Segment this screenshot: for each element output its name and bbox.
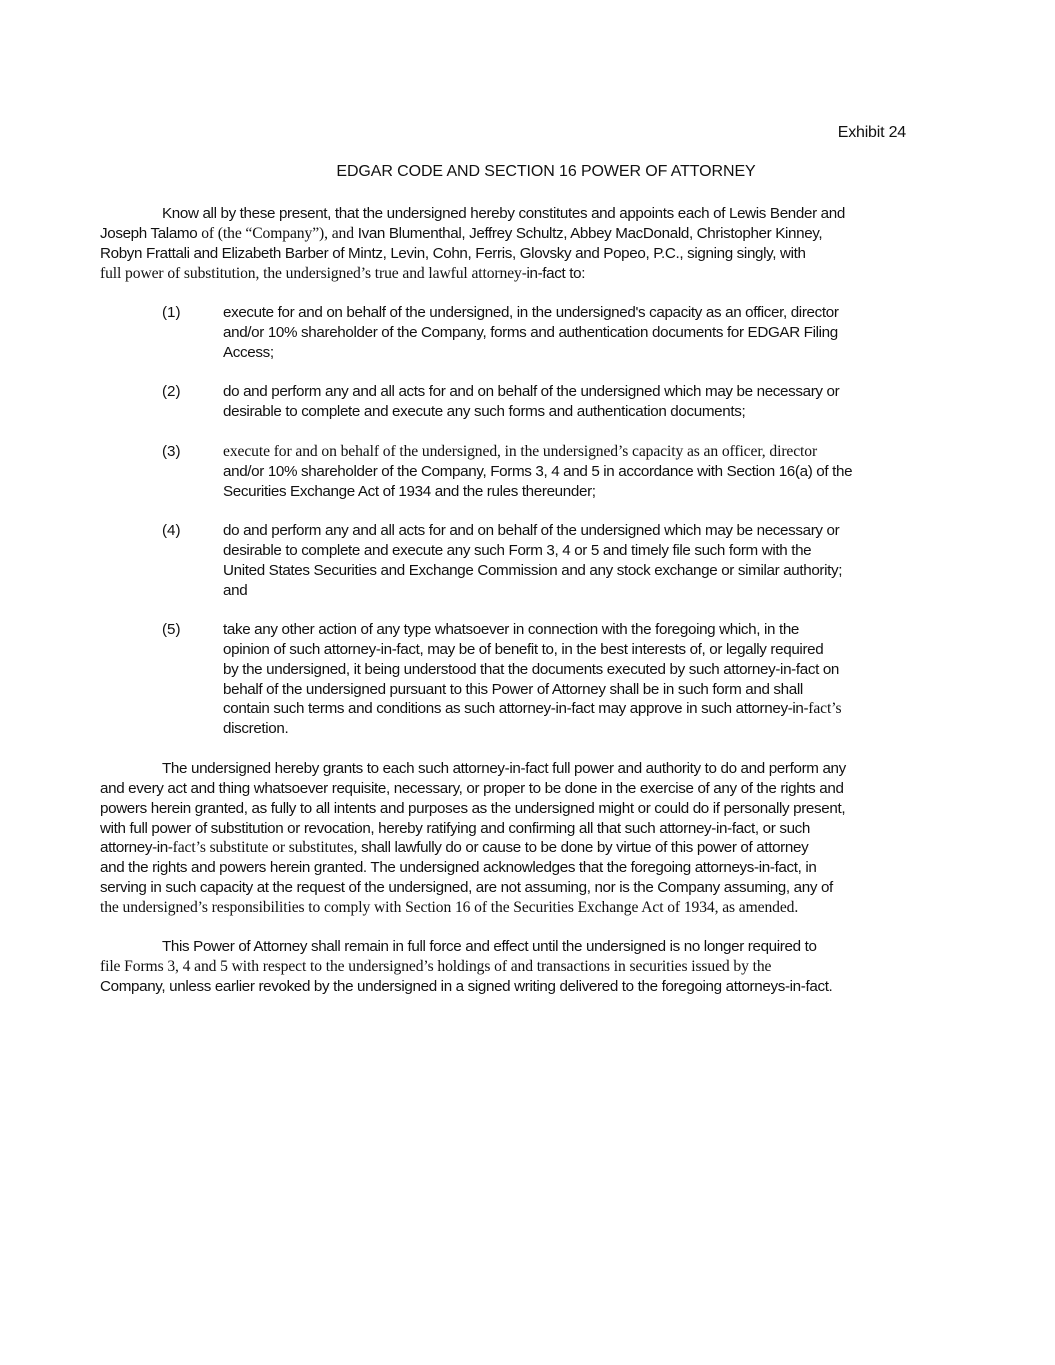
text-run: desirable to complete and execute any such Form 3, 4 or 5 and timely file such form with the — [223, 541, 812, 559]
text-run: the undersigned’s responsibilities to comply with Section 16 of the Securities Exchange Act of 1934, as amended. — [100, 898, 799, 916]
text-run: with full power of substitution or revocation, hereby ratifying and confirming all that such attorney-in-fact, or such — [100, 819, 811, 837]
text-run: discretion. — [223, 720, 289, 738]
text-line — [162, 204, 845, 224]
text-run: opinion of such attorney-in-fact, may be of benefit to, in the best interests of, or legally required — [223, 640, 824, 658]
text-line — [223, 620, 799, 640]
text-line — [223, 719, 288, 739]
text-run: Robyn Frattali and Elizabeth Barber of Mintz, Levin, Cohn, Ferris, Glovsky and Popeo, P.C., signing singly, with — [100, 245, 806, 262]
text-run: attorney-in- — [100, 839, 173, 857]
text-line — [100, 264, 585, 284]
text-line — [223, 303, 839, 323]
item-number: (3) — [162, 443, 181, 460]
text-line — [100, 799, 845, 819]
text-line — [223, 680, 803, 700]
text-line — [162, 937, 817, 957]
text-line — [223, 402, 745, 422]
text-run: full power of substitution, the undersigned’s true and lawful attorney — [100, 265, 522, 282]
text-run: execute for and on behalf of the undersigned, in the undersigned's capacity as an officer, director — [223, 304, 839, 321]
text-run: This Power of Attorney shall remain in full force and effect until the undersigned is no longer required to — [162, 938, 817, 955]
text-line — [223, 482, 596, 502]
text-line — [100, 898, 798, 918]
text-run: behalf of the undersigned pursuant to this Power of Attorney shall be in such form and shall — [223, 680, 803, 698]
text-run: Joseph Talamo — [100, 225, 202, 242]
text-run: and the rights and powers herein granted. The undersigned acknowledges that the foregoing attorneys-in-fact, in — [100, 859, 817, 877]
text-line — [162, 759, 846, 779]
text-run: do and perform any and all acts for and on behalf of the undersigned which may be necessary or — [223, 383, 840, 400]
text-line — [223, 462, 852, 482]
text-run: fact’s — [808, 700, 842, 718]
text-line — [100, 224, 822, 244]
text-line — [223, 382, 839, 402]
text-line — [223, 640, 823, 660]
text-run: Company, unless earlier revoked by the undersigned in a signed writing delivered to the foregoing attorneys-in-fact. — [100, 978, 833, 995]
text-line — [223, 581, 247, 601]
text-line — [100, 779, 844, 799]
text-run: shall lawfully do or cause to be done by virtue of this power of attorney — [361, 839, 809, 857]
text-run: and every act and thing whatsoever requisite, necessary, or proper to be done in the exercise of any of the rights and — [100, 779, 844, 797]
text-run: and/or 10% shareholder of the Company, forms and authentication documents for EDGAR Filing — [223, 323, 838, 341]
item-number: (5) — [162, 621, 181, 638]
text-line — [223, 521, 839, 541]
text-line — [100, 244, 806, 264]
text-run: by the undersigned, it being understood that the documents executed by such attorney-in-fact on — [223, 660, 840, 678]
text-run: take any other action of any type whatsoever in connection with the foregoing which, in the — [223, 621, 800, 638]
text-run: contain such terms and conditions as such attorney-in-fact may approve in such attorney-in- — [223, 700, 809, 718]
text-line — [223, 561, 842, 581]
text-line — [100, 838, 808, 858]
text-run: of (the “Company”), and — [201, 225, 358, 242]
text-run: execute for and on behalf of the undersigned, in the undersigned’s capacity as an officer, director — [223, 443, 818, 460]
text-line — [223, 442, 817, 462]
text-run: United States Securities and Exchange Commission and any stock exchange or similar authority; — [223, 561, 843, 579]
item-number: (2) — [162, 383, 181, 400]
text-line — [223, 323, 838, 343]
text-line — [100, 878, 833, 898]
text-run: The undersigned hereby grants to each such attorney-in-fact full power and authority to do and perform any — [162, 760, 846, 777]
text-run: Access; — [223, 343, 274, 361]
item-number: (1) — [162, 304, 181, 321]
text-run: and — [223, 581, 248, 599]
text-line — [100, 957, 771, 977]
text-run: fact’s substitute or substitutes, — [172, 839, 362, 857]
text-run: file Forms 3, 4 and 5 with respect to the undersigned’s holdings of and transactions in securities issued by the — [100, 958, 772, 975]
document-title: EDGAR CODE AND SECTION 16 POWER OF ATTORNEY — [336, 163, 756, 180]
exhibit-label: Exhibit 24 — [837, 124, 906, 141]
text-run: do and perform any and all acts for and on behalf of the undersigned which may be necessary or — [223, 522, 840, 539]
text-line — [100, 977, 832, 997]
text-run: powers herein granted, as fully to all intents and purposes as the undersigned might or could do if personally present, — [100, 799, 846, 817]
text-run: Securities Exchange Act of 1934 and the rules thereunder; — [223, 482, 596, 500]
text-line — [223, 541, 811, 561]
text-run: Know all by these present, that the undersigned hereby constitutes and appoints each of Lewis Bender and — [162, 205, 845, 222]
text-line — [100, 819, 810, 839]
text-line — [100, 858, 817, 878]
text-run: -in-fact to: — [521, 265, 586, 282]
text-line — [223, 699, 841, 719]
text-run: Ivan Blumenthal, Jeffrey Schultz, Abbey MacDonald, Christopher Kinney, — [357, 225, 823, 242]
item-number: (4) — [162, 522, 181, 539]
text-line — [223, 660, 839, 680]
text-run: serving in such capacity at the request of the undersigned, are not assuming, nor is the Company assuming, any of — [100, 879, 833, 897]
text-run: desirable to complete and execute any such forms and authentication documents; — [223, 402, 746, 420]
text-line — [223, 343, 274, 363]
text-run: and/or 10% shareholder of the Company, Forms 3, 4 and 5 in accordance with Section 16(a) of the — [223, 462, 853, 480]
